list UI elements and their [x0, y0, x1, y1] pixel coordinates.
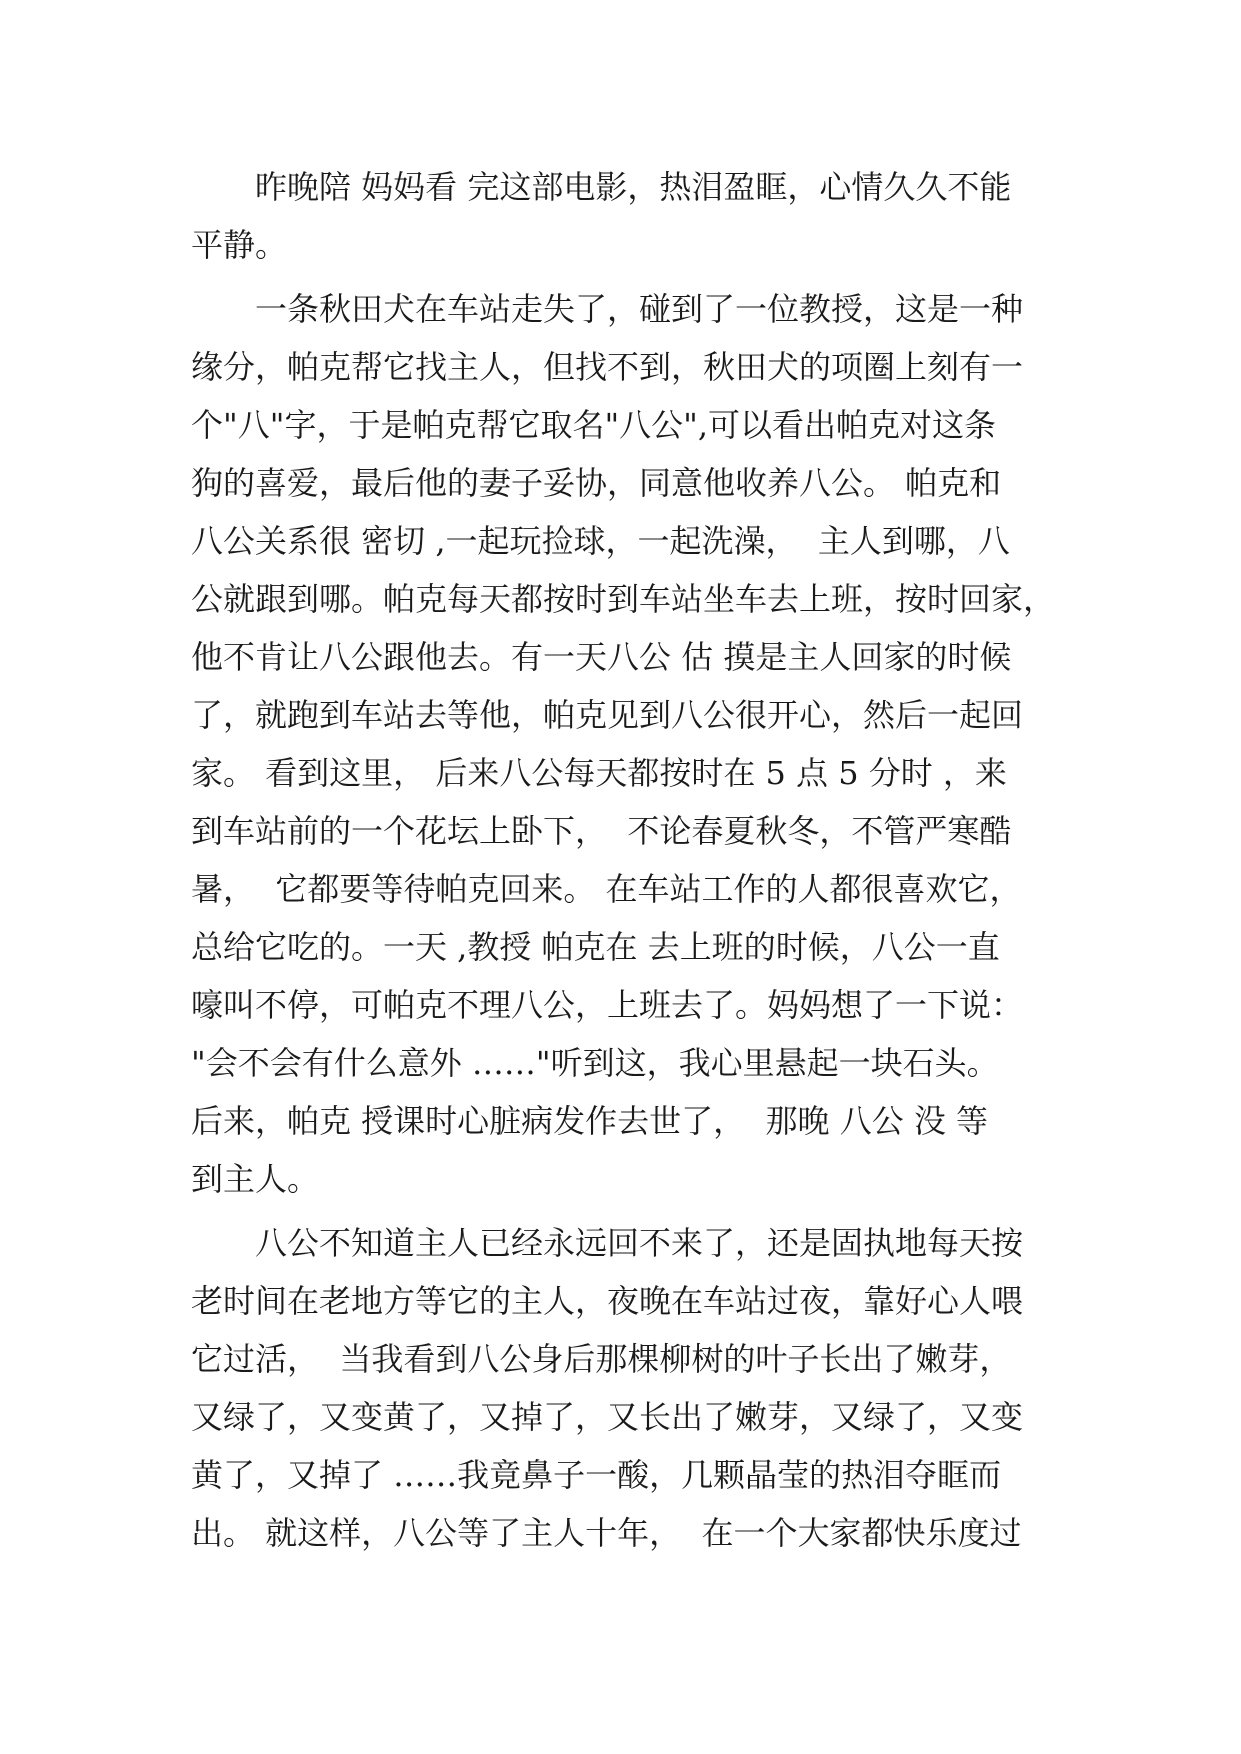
text-line: 总给它吃的。一天 ,教授 帕克在 去上班的时候，八公一直 [191, 928, 1000, 966]
body-text [191, 158, 1056, 1562]
text-line: 暑， 它都要等待帕克回来。 在车站工作的人都很喜欢它， [191, 870, 1022, 908]
text-line: 了，就跑到车站去等他，帕克见到八公很开心，然后一起回 [191, 696, 1024, 734]
text-line: 嚎叫不停，可帕克不理八公，上班去了。妈妈想了一下说： [191, 986, 1024, 1024]
text-line: 狗的喜爱，最后他的妻子妥协，同意他收养八公。 帕克和 [191, 464, 1002, 502]
text-line: 公就跟到哪。帕克每天都按时到车站坐车去上班，按时回家， [191, 580, 1056, 618]
text-line: 八公不知道主人已经永远回不来了，还是固执地每天按 [191, 1224, 1024, 1262]
text-line: 平静。 [191, 226, 288, 264]
text-line: 后来，帕克 授课时心脏病发作去世了， 那晚 八公 没 等 [191, 1102, 989, 1140]
text-line: 缘分，帕克帮它找主人，但找不到，秋田犬的项圈上刻有一 [191, 348, 1024, 386]
text-line: 一条秋田犬在车站走失了，碰到了一位教授，这是一种 [191, 290, 1024, 328]
text-line: 他不肯让八公跟他去。有一天八公 估 摸是主人回家的时候 [191, 638, 1012, 676]
text-line: 个"八"字，于是帕克帮它取名"八公",可以看出帕克对这条 [191, 406, 997, 444]
text-line: 八公关系很 密切 ,一起玩捡球，一起洗澡， 主人到哪，八 [191, 522, 1010, 560]
text-line: 家。 看到这里， 后来八公每天都按时在 5 点 5 分时 ，来 [191, 754, 1007, 792]
paragraph-2 [191, 280, 1056, 1208]
text-line: 昨晚陪 妈妈看 完这部电影，热泪盈眶，心情久久不能 [191, 168, 1012, 206]
text-line: 到车站前的一个花坛上卧下， 不论春夏秋冬，不管严寒酷 [191, 812, 1012, 850]
text-line: 又绿了，又变黄了，又掉了，又长出了嫩芽，又绿了，又变 [191, 1398, 1024, 1436]
paragraph-3 [191, 1214, 1051, 1562]
text-line: 黄了，又掉了 ……我竟鼻子一酸，几颗晶莹的热泪夺眶而 [191, 1456, 1002, 1494]
paragraph-1 [191, 158, 1051, 274]
text-line: 老时间在老地方等它的主人，夜晚在车站过夜，靠好心人喂 [191, 1282, 1024, 1320]
text-line: 出。 就这样，八公等了主人十年， 在一个大家都快乐度过 [191, 1514, 1022, 1552]
text-line: 到主人。 [191, 1160, 320, 1198]
text-line: "会不会有什么意外 ……"听到这，我心里悬起一块石头。 [191, 1044, 999, 1082]
text-line: 它过活， 当我看到八公身后那棵柳树的叶子长出了嫩芽， [191, 1340, 1012, 1378]
